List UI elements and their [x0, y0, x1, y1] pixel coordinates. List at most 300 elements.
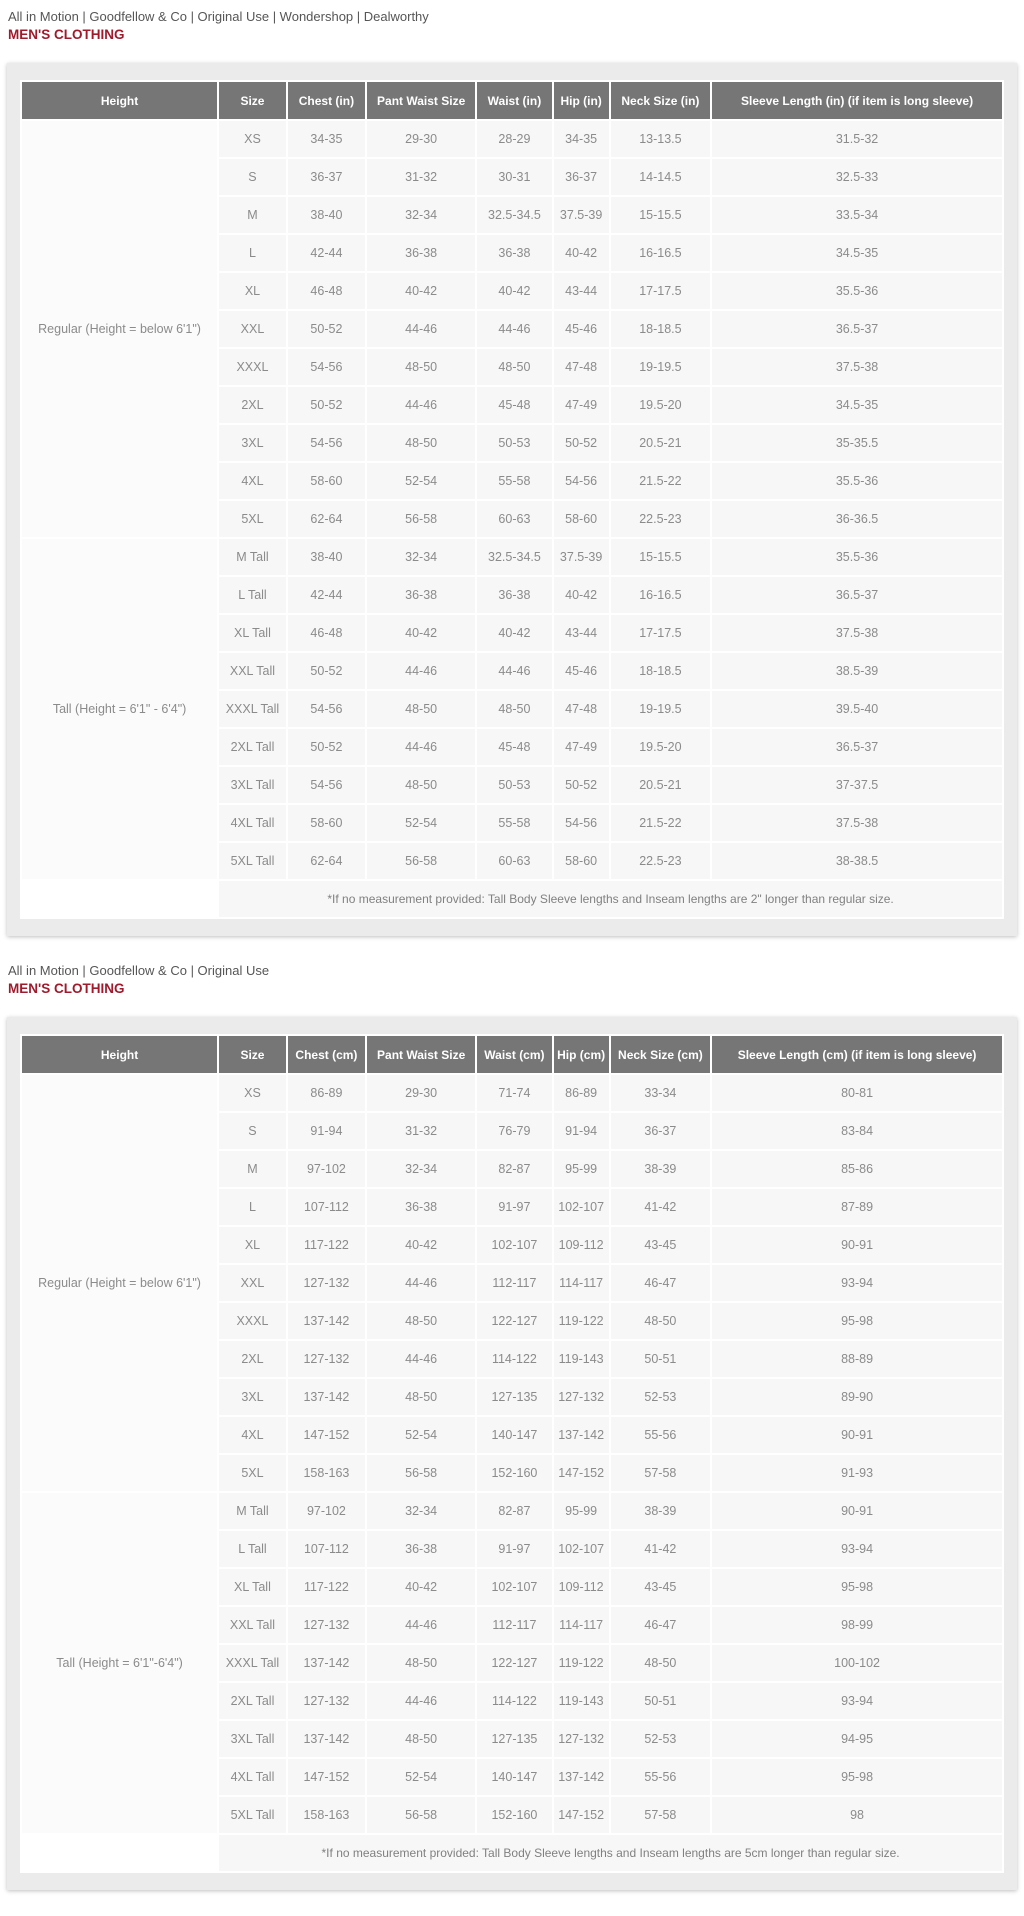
measurement-cell: 91-94 [288, 1113, 365, 1149]
measurement-cell: 40-42 [367, 615, 475, 651]
measurement-cell: 46-48 [288, 615, 365, 651]
footnote-row [22, 881, 1002, 917]
size-cell: 4XL Tall [219, 1759, 286, 1795]
measurement-cell: 100-102 [712, 1645, 1002, 1681]
measurement-cell: 56-58 [367, 1797, 475, 1833]
measurement-cell: 16-16.5 [611, 577, 710, 613]
measurement-cell: 47-49 [554, 387, 609, 423]
measurement-cell: 91-97 [477, 1531, 551, 1567]
measurement-cell: 35.5-36 [712, 539, 1002, 575]
size-cell: 3XL [219, 425, 286, 461]
measurement-cell: 137-142 [288, 1379, 365, 1415]
measurement-cell: 83-84 [712, 1113, 1002, 1149]
measurement-cell: 91-94 [554, 1113, 609, 1149]
measurement-cell: 44-46 [367, 387, 475, 423]
measurement-cell: 21.5-22 [611, 805, 710, 841]
measurement-cell: 40-42 [367, 1227, 475, 1263]
size-cell: XXXL [219, 349, 286, 385]
measurement-cell: 28-29 [477, 121, 551, 157]
measurement-cell: 21.5-22 [611, 463, 710, 499]
measurement-cell: 147-152 [554, 1455, 609, 1491]
measurement-cell: 17-17.5 [611, 273, 710, 309]
measurement-cell: 37.5-38 [712, 615, 1002, 651]
section-centimeters [0, 962, 1024, 1890]
column-header: Size [219, 1036, 286, 1073]
size-cell: XL Tall [219, 1569, 286, 1605]
measurement-cell: 127-132 [288, 1607, 365, 1643]
measurement-cell: 87-89 [712, 1189, 1002, 1225]
measurement-cell: 20.5-21 [611, 425, 710, 461]
measurement-cell: 31-32 [367, 1113, 475, 1149]
measurement-cell: 47-49 [554, 729, 609, 765]
size-cell: XL [219, 273, 286, 309]
measurement-cell: 41-42 [611, 1531, 710, 1567]
measurement-cell: 36.5-37 [712, 577, 1002, 613]
measurement-cell: 117-122 [288, 1569, 365, 1605]
measurement-cell: 119-143 [554, 1341, 609, 1377]
size-cell: 4XL Tall [219, 805, 286, 841]
measurement-cell: 97-102 [288, 1151, 365, 1187]
measurement-cell: 98 [712, 1797, 1002, 1833]
measurement-cell: 44-46 [367, 1607, 475, 1643]
measurement-cell: 44-46 [367, 1341, 475, 1377]
measurement-cell: 46-48 [288, 273, 365, 309]
measurement-cell: 137-142 [288, 1721, 365, 1757]
measurement-cell: 48-50 [367, 691, 475, 727]
measurement-cell: 32.5-33 [712, 159, 1002, 195]
measurement-cell: 33-34 [611, 1075, 710, 1111]
measurement-cell: 38-40 [288, 539, 365, 575]
size-chart-table-inches [20, 80, 1004, 919]
measurement-cell: 40-42 [554, 577, 609, 613]
measurement-cell: 38-40 [288, 197, 365, 233]
column-header: Chest (cm) [288, 1036, 365, 1073]
measurement-cell: 32-34 [367, 1493, 475, 1529]
measurement-cell: 54-56 [288, 425, 365, 461]
measurement-cell: 48-50 [367, 1379, 475, 1415]
measurement-cell: 86-89 [554, 1075, 609, 1111]
column-header: Height [22, 1036, 217, 1073]
measurement-cell: 147-152 [288, 1759, 365, 1795]
size-cell: M Tall [219, 1493, 286, 1529]
column-header: Neck Size (cm) [611, 1036, 710, 1073]
measurement-cell: 95-98 [712, 1569, 1002, 1605]
measurement-cell: 54-56 [288, 349, 365, 385]
measurement-cell: 114-122 [477, 1341, 551, 1377]
measurement-cell: 36-38 [367, 1189, 475, 1225]
measurement-cell: 34.5-35 [712, 235, 1002, 271]
measurement-cell: 76-79 [477, 1113, 551, 1149]
section-inches [0, 8, 1024, 936]
measurement-cell: 37.5-38 [712, 805, 1002, 841]
measurement-cell: 56-58 [367, 843, 475, 879]
measurement-cell: 127-132 [288, 1683, 365, 1719]
measurement-cell: 41-42 [611, 1189, 710, 1225]
measurement-cell: 147-152 [288, 1417, 365, 1453]
measurement-cell: 19-19.5 [611, 349, 710, 385]
measurement-cell: 15-15.5 [611, 197, 710, 233]
footnote-spacer-cell [22, 1835, 217, 1871]
measurement-cell: 50-52 [554, 767, 609, 803]
measurement-cell: 50-52 [288, 387, 365, 423]
measurement-cell: 57-58 [611, 1455, 710, 1491]
measurement-cell: 119-143 [554, 1683, 609, 1719]
measurement-cell: 48-50 [367, 1721, 475, 1757]
measurement-cell: 46-47 [611, 1265, 710, 1301]
measurement-cell: 91-93 [712, 1455, 1002, 1491]
measurement-cell: 36-37 [288, 159, 365, 195]
size-cell: 4XL [219, 463, 286, 499]
measurement-cell: 50-51 [611, 1341, 710, 1377]
measurement-cell: 44-46 [367, 653, 475, 689]
header-row [22, 82, 1002, 119]
measurement-cell: 33.5-34 [712, 197, 1002, 233]
measurement-cell: 60-63 [477, 501, 551, 537]
measurement-cell: 54-56 [288, 691, 365, 727]
size-cell: XXXL [219, 1303, 286, 1339]
measurement-cell: 88-89 [712, 1341, 1002, 1377]
measurement-cell: 54-56 [288, 767, 365, 803]
size-cell: XXL Tall [219, 653, 286, 689]
measurement-cell: 36-38 [477, 235, 551, 271]
size-cell: 2XL [219, 1341, 286, 1377]
measurement-cell: 102-107 [554, 1189, 609, 1225]
measurement-cell: 45-46 [554, 311, 609, 347]
column-header: Hip (in) [554, 82, 609, 119]
measurement-cell: 107-112 [288, 1531, 365, 1567]
measurement-cell: 32.5-34.5 [477, 197, 551, 233]
measurement-cell: 55-58 [477, 463, 551, 499]
measurement-cell: 90-91 [712, 1417, 1002, 1453]
size-cell: 3XL Tall [219, 1721, 286, 1757]
measurement-cell: 58-60 [554, 843, 609, 879]
measurement-cell: 114-117 [554, 1265, 609, 1301]
measurement-cell: 56-58 [367, 501, 475, 537]
measurement-cell: 17-17.5 [611, 615, 710, 651]
measurement-cell: 112-117 [477, 1607, 551, 1643]
measurement-cell: 98-99 [712, 1607, 1002, 1643]
size-chart-table-centimeters [20, 1034, 1004, 1873]
measurement-cell: 122-127 [477, 1645, 551, 1681]
measurement-cell: 43-44 [554, 273, 609, 309]
column-header: Sleeve Length (cm) (if item is long sleeve) [712, 1036, 1002, 1073]
measurement-cell: 38-38.5 [712, 843, 1002, 879]
measurement-cell: 140-147 [477, 1417, 551, 1453]
size-cell: XL [219, 1227, 286, 1263]
measurement-cell: 137-142 [554, 1417, 609, 1453]
measurement-cell: 91-97 [477, 1189, 551, 1225]
measurement-cell: 20.5-21 [611, 767, 710, 803]
size-cell: 2XL Tall [219, 729, 286, 765]
measurement-cell: 147-152 [554, 1797, 609, 1833]
measurement-cell: 32-34 [367, 1151, 475, 1187]
size-cell: L [219, 1189, 286, 1225]
measurement-cell: 86-89 [288, 1075, 365, 1111]
measurement-cell: 43-44 [554, 615, 609, 651]
measurement-cell: 152-160 [477, 1455, 551, 1491]
measurement-cell: 117-122 [288, 1227, 365, 1263]
table-panel-inches [7, 63, 1017, 936]
measurement-cell: 36-38 [477, 577, 551, 613]
measurement-cell: 127-132 [554, 1721, 609, 1757]
measurement-cell: 80-81 [712, 1075, 1002, 1111]
measurement-cell: 137-142 [554, 1759, 609, 1795]
measurement-cell: 109-112 [554, 1227, 609, 1263]
measurement-cell: 109-112 [554, 1569, 609, 1605]
measurement-cell: 40-42 [367, 1569, 475, 1605]
table-row [22, 539, 1002, 575]
measurement-cell: 127-132 [288, 1265, 365, 1301]
size-cell: XXL [219, 1265, 286, 1301]
size-cell: 2XL [219, 387, 286, 423]
measurement-cell: 95-98 [712, 1303, 1002, 1339]
measurement-cell: 48-50 [367, 767, 475, 803]
measurement-cell: 22.5-23 [611, 501, 710, 537]
size-cell: XXXL Tall [219, 1645, 286, 1681]
measurement-cell: 45-48 [477, 729, 551, 765]
measurement-cell: 48-50 [367, 1645, 475, 1681]
measurement-cell: 52-53 [611, 1721, 710, 1757]
measurement-cell: 50-51 [611, 1683, 710, 1719]
measurement-cell: 43-45 [611, 1569, 710, 1605]
measurement-cell: 140-147 [477, 1759, 551, 1795]
measurement-cell: 29-30 [367, 1075, 475, 1111]
measurement-cell: 38.5-39 [712, 653, 1002, 689]
measurement-cell: 50-52 [288, 311, 365, 347]
size-cell: M [219, 197, 286, 233]
measurement-cell: 93-94 [712, 1265, 1002, 1301]
footnote-spacer-cell [22, 881, 217, 917]
measurement-cell: 31.5-32 [712, 121, 1002, 157]
measurement-cell: 38-39 [611, 1151, 710, 1187]
measurement-cell: 55-58 [477, 805, 551, 841]
measurement-cell: 37.5-38 [712, 349, 1002, 385]
measurement-cell: 102-107 [477, 1569, 551, 1605]
measurement-cell: 56-58 [367, 1455, 475, 1491]
measurement-cell: 152-160 [477, 1797, 551, 1833]
size-cell: XXL Tall [219, 1607, 286, 1643]
measurement-cell: 46-47 [611, 1607, 710, 1643]
measurement-cell: 60-63 [477, 843, 551, 879]
size-cell: XS [219, 1075, 286, 1111]
measurement-cell: 137-142 [288, 1303, 365, 1339]
column-header: Chest (in) [288, 82, 365, 119]
measurement-cell: 19-19.5 [611, 691, 710, 727]
measurement-cell: 158-163 [288, 1455, 365, 1491]
measurement-cell: 44-46 [367, 1265, 475, 1301]
column-header: Waist (in) [477, 82, 551, 119]
measurement-cell: 47-48 [554, 349, 609, 385]
size-cell: 2XL Tall [219, 1683, 286, 1719]
size-cell: S [219, 159, 286, 195]
measurement-cell: 127-135 [477, 1379, 551, 1415]
measurement-cell: 39.5-40 [712, 691, 1002, 727]
measurement-cell: 38-39 [611, 1493, 710, 1529]
measurement-cell: 44-46 [367, 1683, 475, 1719]
brand-list: All in Motion | Goodfellow & Co | Original Use [8, 963, 270, 978]
size-cell: 5XL Tall [219, 1797, 286, 1833]
measurement-cell: 52-54 [367, 1759, 475, 1795]
measurement-cell: 48-50 [477, 691, 551, 727]
size-cell: S [219, 1113, 286, 1149]
measurement-cell: 48-50 [367, 425, 475, 461]
footnote-row [22, 1835, 1002, 1871]
measurement-cell: 30-31 [477, 159, 551, 195]
measurement-cell: 137-142 [288, 1645, 365, 1681]
measurement-cell: 57-58 [611, 1797, 710, 1833]
size-cell: 5XL Tall [219, 843, 286, 879]
measurement-cell: 50-52 [288, 729, 365, 765]
measurement-cell: 158-163 [288, 1797, 365, 1833]
measurement-cell: 35.5-36 [712, 463, 1002, 499]
measurement-cell: 119-122 [554, 1303, 609, 1339]
measurement-cell: 36-37 [611, 1113, 710, 1149]
measurement-cell: 85-86 [712, 1151, 1002, 1187]
measurement-cell: 55-56 [611, 1759, 710, 1795]
measurement-cell: 32-34 [367, 197, 475, 233]
footnote-text: *If no measurement provided: Tall Body Sleeve lengths and Inseam lengths are 2" longer than regular size. [219, 881, 1002, 917]
measurement-cell: 50-53 [477, 767, 551, 803]
column-header: Pant Waist Size [367, 82, 475, 119]
measurement-cell: 50-52 [288, 653, 365, 689]
size-cell: 5XL [219, 501, 286, 537]
measurement-cell: 16-16.5 [611, 235, 710, 271]
measurement-cell: 44-46 [477, 653, 551, 689]
measurement-cell: 52-54 [367, 463, 475, 499]
measurement-cell: 52-54 [367, 805, 475, 841]
size-cell: XXXL Tall [219, 691, 286, 727]
measurement-cell: 36.5-37 [712, 311, 1002, 347]
size-cell: M [219, 1151, 286, 1187]
measurement-cell: 62-64 [288, 843, 365, 879]
measurement-cell: 31-32 [367, 159, 475, 195]
header-row [22, 1036, 1002, 1073]
size-cell: XXL [219, 311, 286, 347]
measurement-cell: 122-127 [477, 1303, 551, 1339]
measurement-cell: 19.5-20 [611, 387, 710, 423]
measurement-cell: 40-42 [477, 273, 551, 309]
column-header: Hip (cm) [554, 1036, 609, 1073]
size-cell: XS [219, 121, 286, 157]
height-group-cell: Regular (Height = below 6'1") [22, 1075, 217, 1491]
measurement-cell: 48-50 [611, 1303, 710, 1339]
brand-list: All in Motion | Goodfellow & Co | Original Use | Wondershop | Dealworthy [8, 9, 429, 24]
height-group-cell: Tall (Height = 6'1"-6'4") [22, 1493, 217, 1833]
table-panel-centimeters [7, 1017, 1017, 1890]
size-cell: M Tall [219, 539, 286, 575]
measurement-cell: 35.5-36 [712, 273, 1002, 309]
measurement-cell: 102-107 [554, 1531, 609, 1567]
measurement-cell: 18-18.5 [611, 311, 710, 347]
measurement-cell: 34-35 [288, 121, 365, 157]
measurement-cell: 32.5-34.5 [477, 539, 551, 575]
measurement-cell: 48-50 [367, 349, 475, 385]
measurement-cell: 82-87 [477, 1493, 551, 1529]
measurement-cell: 93-94 [712, 1531, 1002, 1567]
measurement-cell: 42-44 [288, 577, 365, 613]
size-cell: 5XL [219, 1455, 286, 1491]
measurement-cell: 55-56 [611, 1417, 710, 1453]
height-group-cell: Tall (Height = 6'1" - 6'4") [22, 539, 217, 879]
column-header: Size [219, 82, 286, 119]
measurement-cell: 90-91 [712, 1227, 1002, 1263]
measurement-cell: 29-30 [367, 121, 475, 157]
measurement-cell: 112-117 [477, 1265, 551, 1301]
measurement-cell: 54-56 [554, 463, 609, 499]
size-cell: L Tall [219, 577, 286, 613]
measurement-cell: 102-107 [477, 1227, 551, 1263]
measurement-cell: 36-38 [367, 577, 475, 613]
section-title: MEN'S CLOTHING [8, 981, 125, 996]
measurement-cell: 22.5-23 [611, 843, 710, 879]
measurement-cell: 48-50 [477, 349, 551, 385]
measurement-cell: 45-46 [554, 653, 609, 689]
measurement-cell: 114-122 [477, 1683, 551, 1719]
measurement-cell: 37-37.5 [712, 767, 1002, 803]
measurement-cell: 34-35 [554, 121, 609, 157]
measurement-cell: 82-87 [477, 1151, 551, 1187]
height-group-cell: Regular (Height = below 6'1") [22, 121, 217, 537]
table-row [22, 1075, 1002, 1111]
measurement-cell: 48-50 [367, 1303, 475, 1339]
size-cell: XL Tall [219, 615, 286, 651]
measurement-cell: 89-90 [712, 1379, 1002, 1415]
measurement-cell: 50-53 [477, 425, 551, 461]
measurement-cell: 43-45 [611, 1227, 710, 1263]
measurement-cell: 127-132 [554, 1379, 609, 1415]
measurement-cell: 52-53 [611, 1379, 710, 1415]
measurement-cell: 58-60 [288, 463, 365, 499]
measurement-cell: 114-117 [554, 1607, 609, 1643]
measurement-cell: 48-50 [611, 1645, 710, 1681]
measurement-cell: 95-99 [554, 1493, 609, 1529]
measurement-cell: 15-15.5 [611, 539, 710, 575]
measurement-cell: 18-18.5 [611, 653, 710, 689]
size-cell: 4XL [219, 1417, 286, 1453]
measurement-cell: 34.5-35 [712, 387, 1002, 423]
measurement-cell: 97-102 [288, 1493, 365, 1529]
size-cell: 3XL Tall [219, 767, 286, 803]
measurement-cell: 45-48 [477, 387, 551, 423]
column-header: Waist (cm) [477, 1036, 551, 1073]
measurement-cell: 62-64 [288, 501, 365, 537]
size-cell: L Tall [219, 1531, 286, 1567]
measurement-cell: 95-99 [554, 1151, 609, 1187]
measurement-cell: 58-60 [554, 501, 609, 537]
column-header: Pant Waist Size [367, 1036, 475, 1073]
measurement-cell: 36-36.5 [712, 501, 1002, 537]
measurement-cell: 36-38 [367, 1531, 475, 1567]
measurement-cell: 32-34 [367, 539, 475, 575]
measurement-cell: 107-112 [288, 1189, 365, 1225]
measurement-cell: 35-35.5 [712, 425, 1002, 461]
measurement-cell: 40-42 [477, 615, 551, 651]
footnote-text: *If no measurement provided: Tall Body Sleeve lengths and Inseam lengths are 5cm longer than regular size. [219, 1835, 1002, 1871]
measurement-cell: 90-91 [712, 1493, 1002, 1529]
column-header: Height [22, 82, 217, 119]
measurement-cell: 40-42 [554, 235, 609, 271]
column-header: Sleeve Length (in) (if item is long sleeve) [712, 82, 1002, 119]
measurement-cell: 58-60 [288, 805, 365, 841]
section-title: MEN'S CLOTHING [8, 27, 125, 42]
measurement-cell: 94-95 [712, 1721, 1002, 1757]
measurement-cell: 54-56 [554, 805, 609, 841]
measurement-cell: 119-122 [554, 1645, 609, 1681]
measurement-cell: 52-54 [367, 1417, 475, 1453]
measurement-cell: 37.5-39 [554, 197, 609, 233]
size-cell: 3XL [219, 1379, 286, 1415]
table-row [22, 1493, 1002, 1529]
